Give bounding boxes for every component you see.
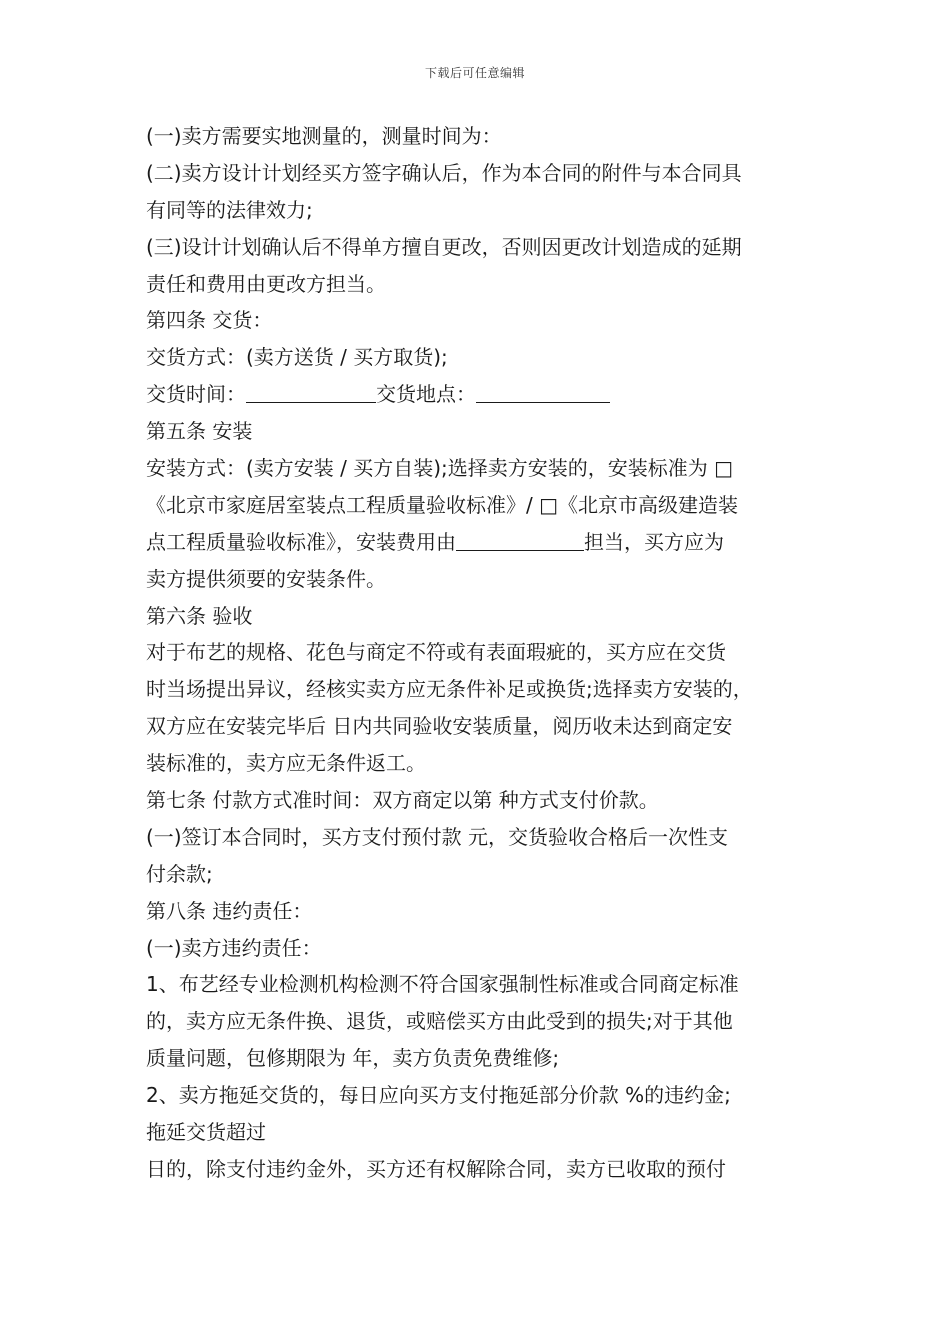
delivery-place-label: 交货地点：: [376, 382, 476, 407]
text-line: 时当场提出异议，经核实卖方应无条件补足或换货;选择卖方安装的，: [146, 677, 753, 702]
section-heading: 第八条 违约责任：: [146, 898, 313, 923]
text-line: 责任和费用由更改方担当。: [146, 271, 386, 296]
text-line: 有同等的法律效力;: [146, 197, 313, 222]
text-line: 质量问题，包修期限为 年，卖方负责免费维修;: [146, 1046, 560, 1071]
text-line: (三)设计计划确认后不得单方擅自更改，否则因更改计划造成的延期: [146, 234, 742, 259]
text-line: (一)卖方违约责任：: [146, 935, 322, 960]
text-line: 2、卖方拖延交货的，每日应向买方支付拖延部分价款 %的违约金;: [146, 1083, 731, 1108]
delivery-place-blank: [476, 380, 610, 403]
text-line: 1、布艺经专业检测机构检测不符合国家强制性标准或合同商定标准: [146, 972, 739, 997]
text-line: 日的，除支付违约金外，买方还有权解除合同，卖方已收取的预付: [146, 1156, 726, 1181]
section-heading: 第六条 验收: [146, 603, 253, 628]
section-heading: 第七条 付款方式准时间：双方商定以第 种方式支付价款。: [146, 788, 659, 813]
install-fee-line: [146, 524, 814, 561]
text-line: 拖延交货超过: [146, 1120, 266, 1145]
text-line: 《北京市家庭居室装点工程质量验收标准》/ □《北京市高级建造装: [146, 492, 738, 517]
text-line: (一)卖方需要实地测量的，测量时间为：: [146, 124, 502, 148]
text-line: 双方应在安装完毕后 日内共同验收安装质量，阅历收未达到商定安: [146, 714, 733, 739]
text-line: 付余款;: [146, 861, 213, 886]
text-line: 交货方式：(卖方送货 / 买方取货);: [146, 345, 448, 370]
text-line: (一)签订本合同时，买方支付预付款 元，交货验收合格后一次性支: [146, 824, 728, 849]
section-heading: 第五条 安装: [146, 419, 253, 444]
document-body: [146, 118, 814, 1188]
text-line: 对于布艺的规格、花色与商定不符或有表面瑕疵的，买方应在交货: [146, 640, 726, 665]
text-line: 安装方式：(卖方安装 / 买方自装);选择卖方安装的，安装标准为 □: [146, 456, 734, 481]
delivery-time-blank: [246, 380, 376, 403]
delivery-time-label: 交货时间：: [146, 382, 246, 407]
text-line: 卖方提供须要的安装条件。: [146, 566, 386, 591]
text-line: 的，卖方应无条件换、退货，或赔偿买方由此受到的损失;对于其他: [146, 1009, 733, 1034]
text-line: (二)卖方设计计划经买方签字确认后，作为本合同的附件与本合同具: [146, 160, 742, 185]
page-header: 下载后可任意编辑: [424, 66, 525, 80]
text-line: 装标准的，卖方应无条件返工。: [146, 751, 426, 776]
install-fee-blank: [456, 528, 584, 551]
section-heading: 第四条 交货：: [146, 308, 273, 333]
install-fee-after: 担当，买方应为: [584, 529, 724, 554]
delivery-line: [146, 376, 814, 413]
install-fee-before: 点工程质量验收标准》，安装费用由: [146, 529, 456, 554]
